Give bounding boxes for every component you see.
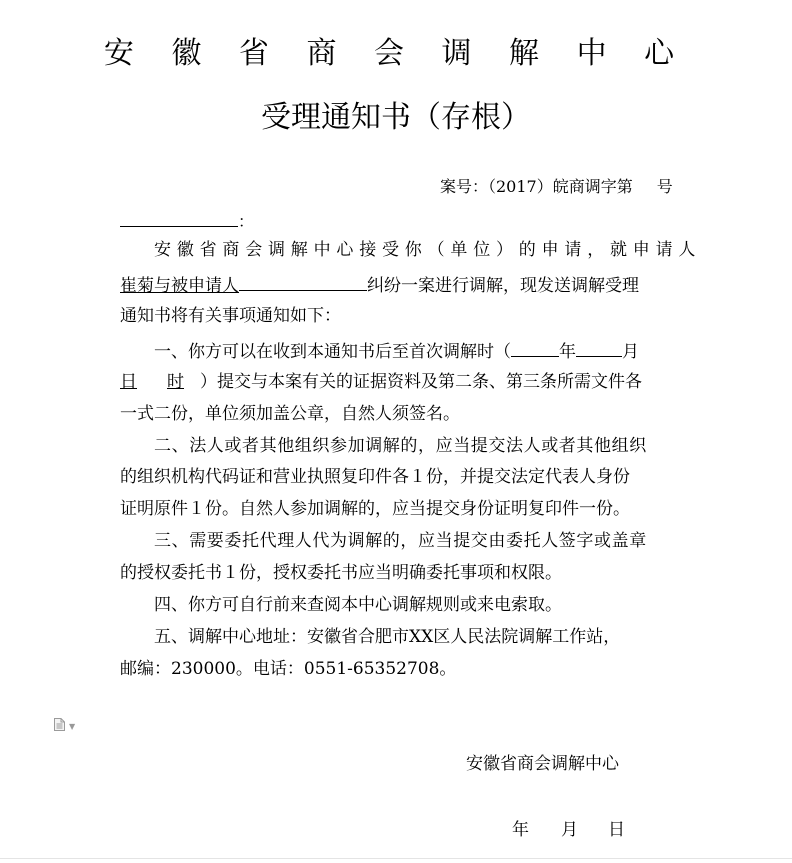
- date-day-label: 日: [608, 820, 625, 840]
- case-number-suffix: 号: [656, 177, 673, 196]
- case-number-prefix: 案号：（2017）皖商调字第: [440, 177, 633, 196]
- page-bottom-rule: [0, 858, 792, 859]
- year-blank: [511, 338, 559, 357]
- addressee-line: [120, 208, 254, 234]
- signature-date: [512, 818, 625, 842]
- body-text: 一、你方可以在收到本通知书后至首次调解时（: [154, 342, 511, 362]
- body-line: [120, 272, 676, 298]
- body-line: 证明原件１份。自然人参加调解的，应当提交身份证明复印件一份。: [120, 499, 630, 519]
- body-line: [120, 338, 676, 364]
- month-label: 月: [622, 342, 639, 362]
- notice-title: 受理通知书（存根）: [261, 100, 531, 135]
- body-line: 的组织机构代码证和营业执照复印件各１份，并提交法定代表人身份: [120, 467, 630, 487]
- body-line: 二、法人或者其他组织参加调解的，应当提交法人或者其他组织: [154, 436, 647, 456]
- dropdown-arrow-icon[interactable]: ▼: [69, 722, 76, 731]
- body-line: 四、你方可自行前来查阅本中心调解规则或来电索取。: [154, 595, 562, 615]
- addressee-colon: ：: [238, 212, 255, 231]
- year-label: 年: [559, 342, 576, 362]
- body-line: 一式二份，单位须加盖公章，自然人须签名。: [120, 404, 460, 424]
- hour-label: 时: [167, 372, 184, 392]
- day-label: 日: [120, 372, 137, 392]
- body-line: 的授权委托书１份，授权委托书应当明确委托事项和权限。: [120, 563, 562, 583]
- center-title: 安 徽 省 商 会 调 解 中 心: [103, 36, 689, 71]
- body-line: [120, 370, 676, 394]
- body-line: 三、需要委托代理人代为调解的，应当提交由委托人签字或盖章: [154, 531, 647, 551]
- month-blank: [576, 338, 622, 357]
- document-icon[interactable]: [54, 718, 65, 731]
- body-line: 邮编：230000。电话：0551-65352708。: [120, 659, 457, 679]
- body-line: 五、调解中心地址：安徽省合肥市XX区人民法院调解工作站，: [154, 627, 621, 647]
- body-text: ）提交与本案有关的证据资料及第二条、第三条所需文件各: [200, 372, 642, 392]
- body-text: 纠纷一案进行调解，现发送调解受理: [367, 276, 639, 296]
- date-month-label: 月: [561, 820, 578, 840]
- applicant-text: 崔菊与被申请人: [120, 276, 239, 296]
- day-hour-field: [120, 370, 200, 394]
- date-year-label: 年: [512, 820, 529, 840]
- respondent-blank: [239, 272, 367, 291]
- body-line: 安徽省商会调解中心接受你（单位）的申请，就申请人: [154, 240, 702, 260]
- addressee-blank: [120, 208, 238, 227]
- body-line: 通知书将有关事项通知如下：: [120, 306, 341, 326]
- case-number: [440, 176, 673, 198]
- signer: 安徽省商会调解中心: [466, 754, 619, 774]
